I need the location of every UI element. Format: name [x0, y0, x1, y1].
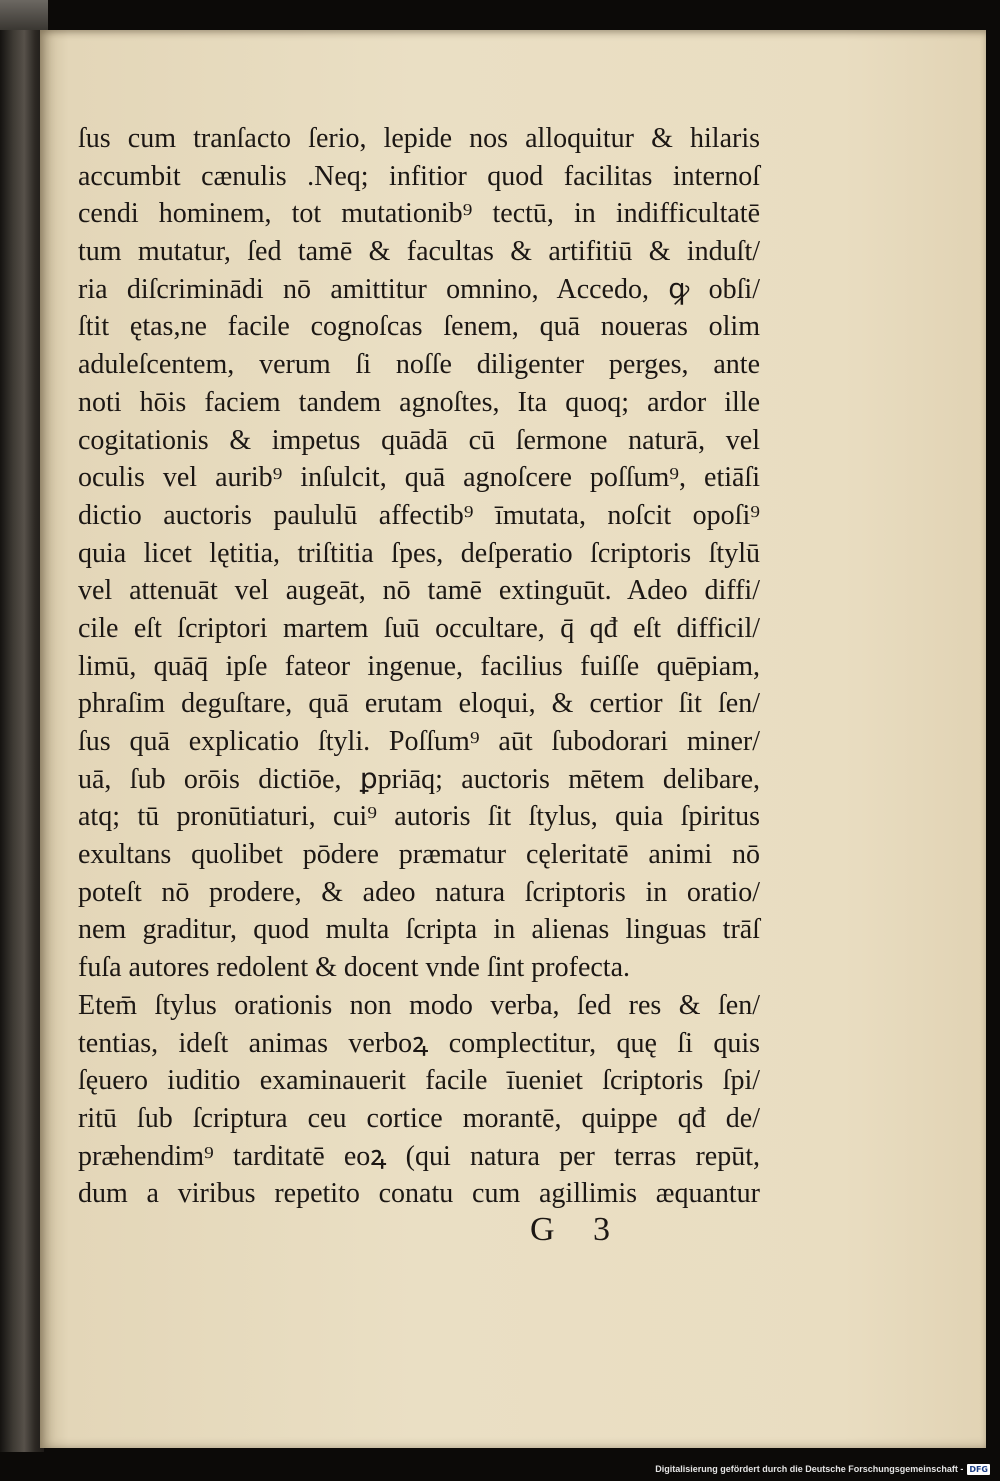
text-line: limū, quāq̄ ipſe fateor ingenue, facilius fuiſſe quēpiam, [78, 650, 760, 682]
text-line: dictio auctoris paululū affectib⁹ īmutata, noſcit opoſi⁹ [78, 499, 760, 531]
text-line: nem graditur, quod multa ſcripta in alienas linguas trāſ [78, 914, 760, 946]
text-line: cile eſt ſcriptori martem ſuū occultare, q̄ qđ eſt difficil/ [78, 612, 760, 644]
page-text-block [78, 120, 760, 1213]
text-line: accumbit cænulis .Neq; infitior quod facilitas internoſ [78, 160, 760, 192]
text-line: præhendim⁹ tarditatē eoꝝ (qui natura per terras repūt, [78, 1140, 760, 1172]
text-line-paragraph-end: fuſa autores redolent & docent vnde ſint profecta. [78, 952, 631, 984]
digitization-footer [655, 1461, 990, 1477]
text-line: phraſim deguſtare, quā erutam eloqui, & certior ſit ſen/ [78, 688, 760, 720]
text-line: dum a viribus repetito conatu cum agillimis æquantur [78, 1178, 760, 1210]
footer-credit-text: Digitalisierung gefördert durch die Deutsche Forschungsgemeinschaft - [655, 1464, 964, 1474]
text-line: exultans quolibet pōdere præmatur cęleritatē animi nō [78, 839, 760, 871]
text-line: aduleſcentem, verum ſi noſſe diligenter perges, ante [78, 349, 760, 381]
text-line: cendi hominem, tot mutationib⁹ tectū, in indifficultatē [78, 198, 760, 230]
scan-corner-shade [0, 0, 48, 30]
text-line: ſus cum tranſacto ſerio, lepide nos alloquitur & hilaris [78, 123, 760, 154]
book-binding-edge [0, 0, 44, 1452]
text-line: poteſt nō prodere, & adeo natura ſcriptoris in oratio/ [78, 876, 760, 908]
dfg-logo: DFG [969, 1464, 988, 1474]
text-line: quia licet lętitia, triſtitia ſpes, deſperatio ſcriptoris ſtylū [78, 537, 760, 569]
text-line: ritū ſub ſcriptura ceu cortice morantē, quippe qđ de/ [78, 1102, 760, 1134]
text-line: atq; tū pronūtiaturi, cui⁹ autoris ſit ſtylus, quia ſpiritus [78, 801, 760, 833]
text-line: Etem̄ ſtylus orationis non modo verba, ſed res & ſen/ [78, 989, 760, 1021]
text-line: cogitationis & impetus quādā cū ſermone naturā, vel [78, 424, 760, 456]
text-line: tum mutatur, ſed tamē & facultas & artifitiū & induſt/ [78, 236, 760, 268]
text-line: ſus quā explicatio ſtyli. Poſſum⁹ aūt ſubodorari miner/ [78, 726, 760, 757]
book-page [40, 30, 986, 1448]
text-line: ria diſcriminādi nō amittitur omnino, Accedo, ꝙ obſi/ [78, 273, 760, 305]
text-line: ſęuero iuditio examinauerit facile īueniet ſcriptoris ſpi/ [78, 1065, 760, 1097]
text-line: ſtit ętas,ne facile cognoſcas ſenem, quā noueras olim [78, 311, 760, 343]
text-line: tentias, ideſt animas verboꝝ complectitur, quę ſi quis [78, 1027, 760, 1059]
signature-mark: G 3 [530, 1211, 611, 1248]
text-line: oculis vel aurib⁹ inſulcit, quā agnoſcere poſſum⁹, etiāſi [78, 462, 760, 494]
text-line: vel attenuāt vel augeāt, nō tamē extinguūt. Adeo diffi/ [78, 575, 760, 607]
text-line: uā, ſub orōis dictiōe, ꝑpriāq; auctoris mētem delibare, [78, 763, 760, 795]
text-line: noti hōis faciem tandem agnoſtes, Ita quoq; ardor ille [78, 386, 760, 418]
